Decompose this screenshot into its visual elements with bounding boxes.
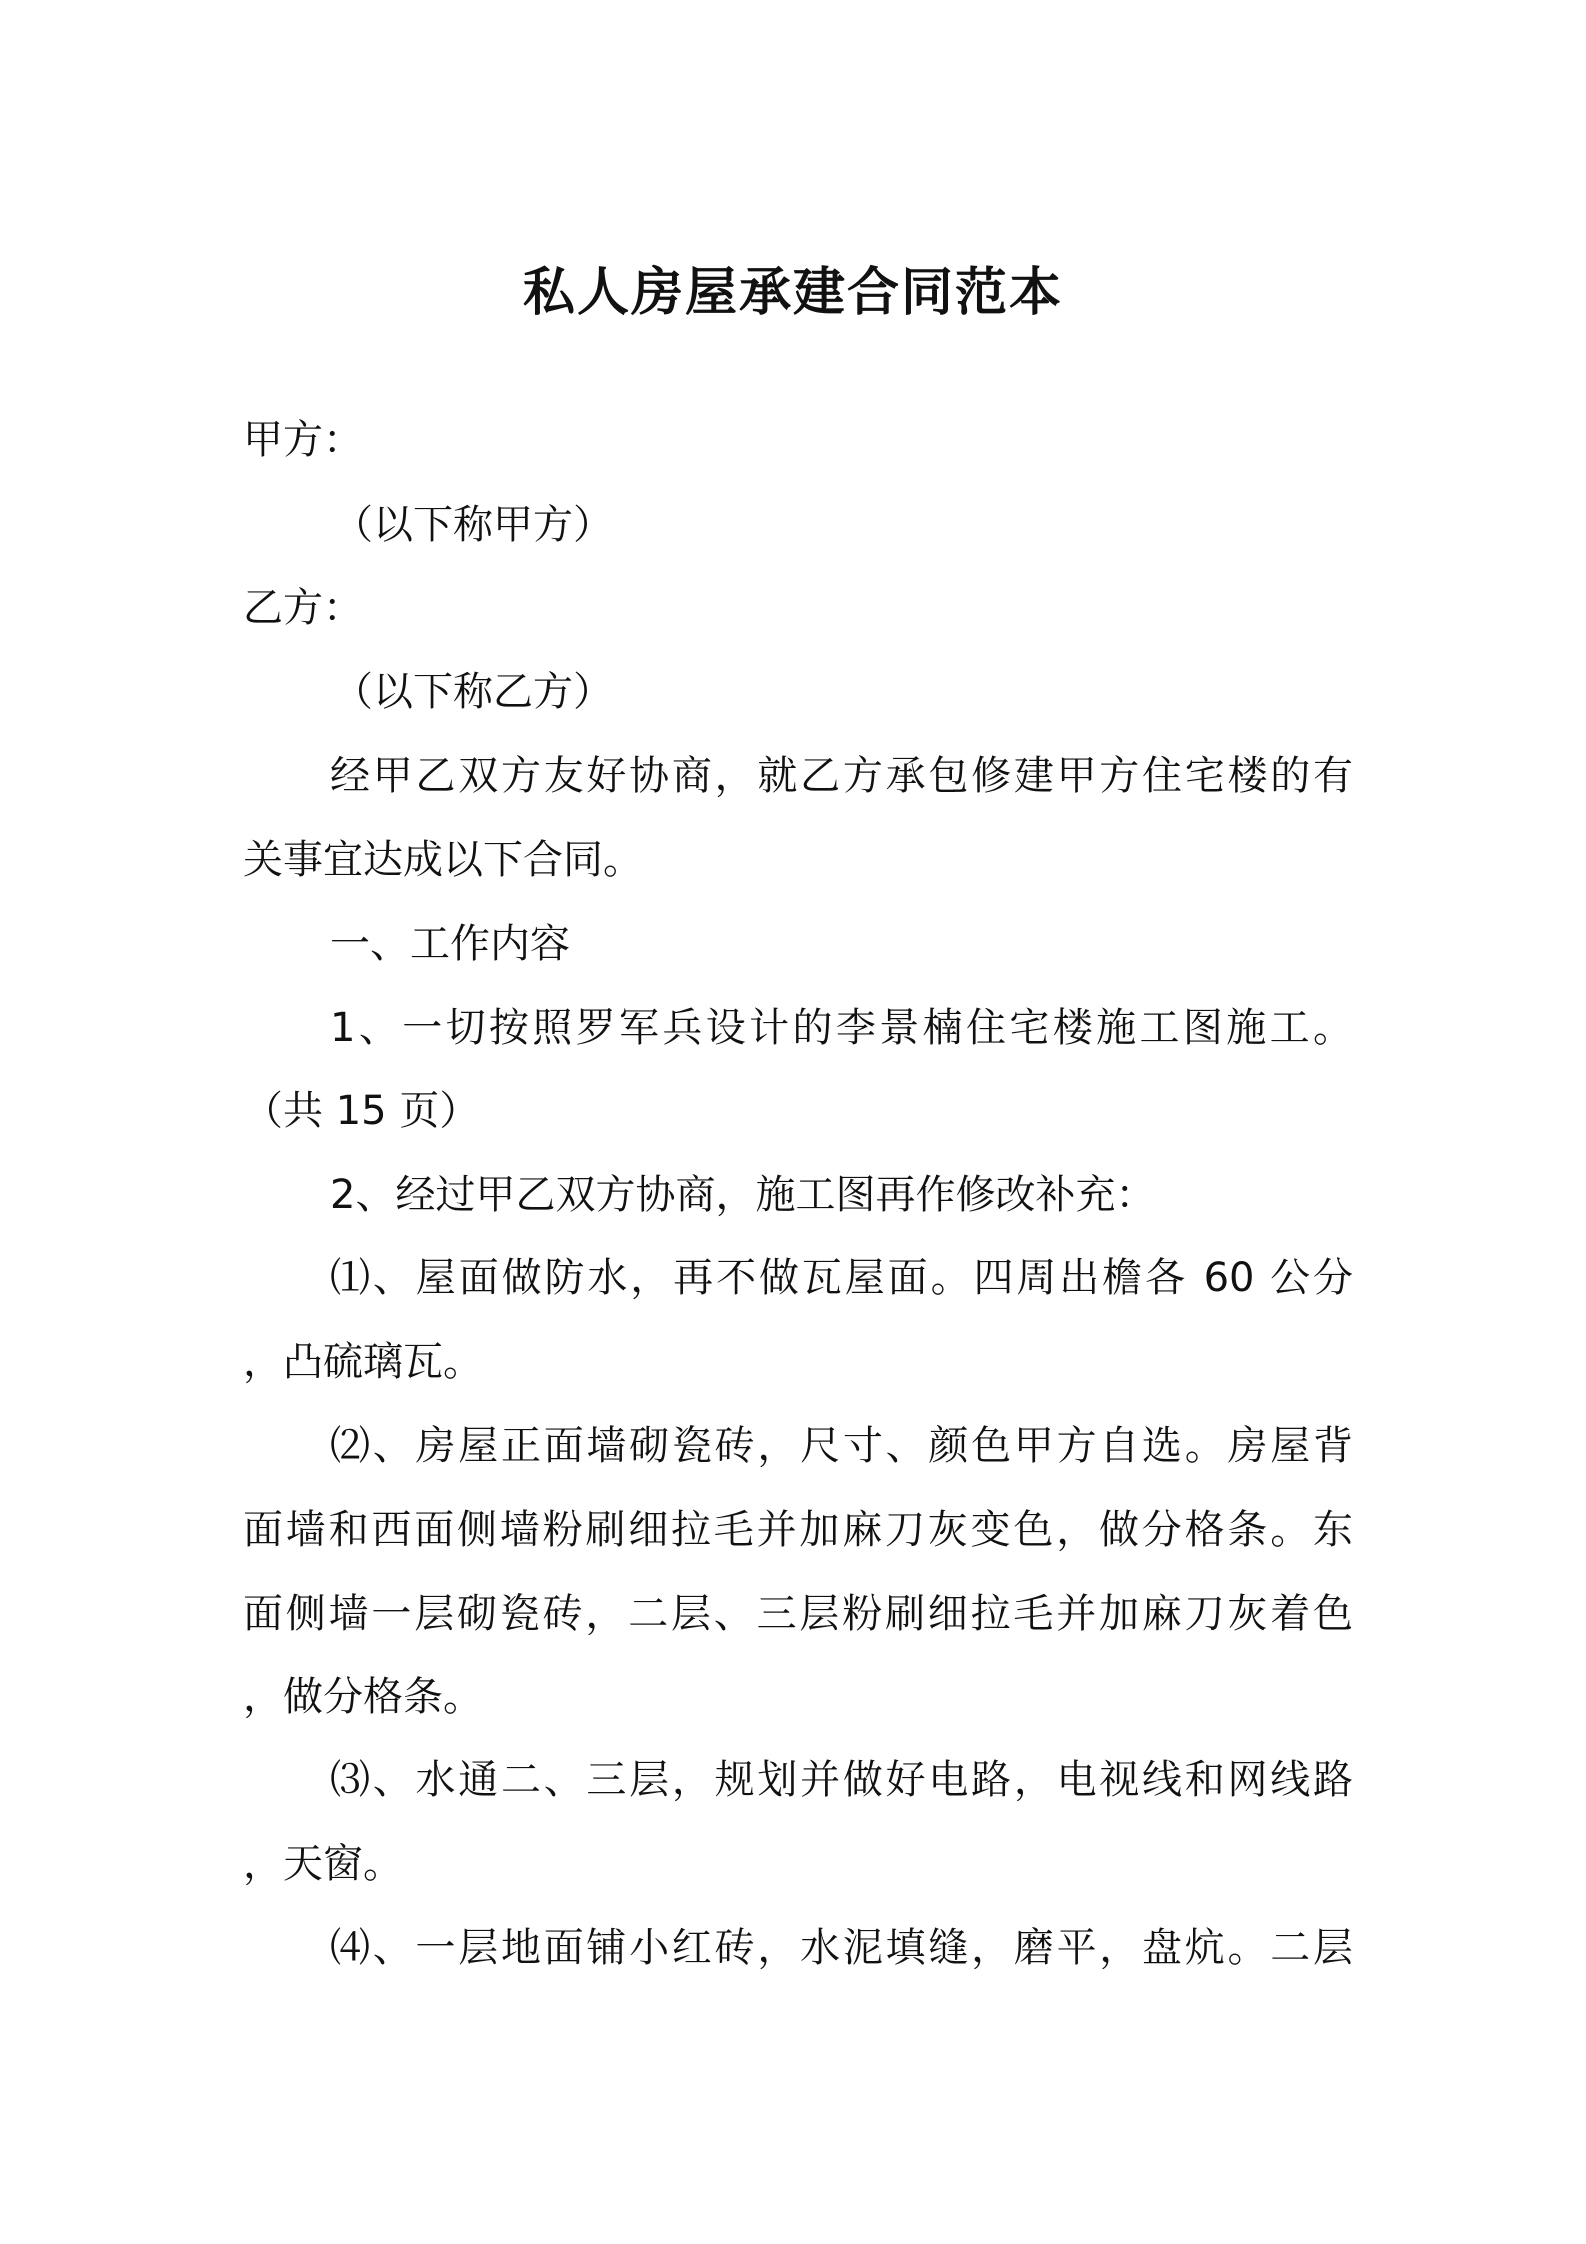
subitem-2-line-1: ⑵、房屋正面墙砌瓷砖，尺寸、颜色甲方自选。房屋背 [330,1423,1353,1469]
subitem-1-line-1: ⑴、屋面做防水，再不做瓦屋面。四周出檐各 60 公分 [330,1255,1353,1301]
item-2-line-1: 2、经过甲乙双方协商，施工图再作修改补充： [330,1172,1156,1218]
subitem-4-line-1: ⑷、一层地面铺小红砖，水泥填缝，磨平，盘炕。二层 [330,1925,1353,1971]
document-title: 私人房屋承建合同范本 [522,263,1063,323]
subitem-2-line-3: 面侧墙一层砌瓷砖，二层、三层粉刷细拉毛并加麻刀灰着色 [243,1591,1353,1637]
section-heading-work-content: 一、工作内容 [330,921,570,967]
party-a-label: 甲方： [243,417,363,463]
subitem-2-line-2: 面墙和西面侧墙粉刷细拉毛并加麻刀灰变色，做分格条。东 [243,1507,1353,1553]
item-1-line-1: 1、一切按照罗军兵设计的李景楠住宅楼施工图施工。 [330,1005,1353,1051]
intro-paragraph-line-1: 经甲乙双方友好协商，就乙方承包修建甲方住宅楼的有 [330,753,1353,799]
item-1-line-2: （共 15 页） [243,1088,480,1134]
subitem-1-line-2: ，凸硫璃瓦。 [243,1339,483,1385]
party-b-note: （以下称乙方） [333,669,613,715]
subitem-3-line-2: ，天窗。 [243,1841,403,1887]
party-a-note: （以下称甲方） [333,502,613,548]
subitem-3-line-1: ⑶、水通二、三层，规划并做好电路，电视线和网线路 [330,1757,1353,1803]
intro-paragraph-line-2: 关事宜达成以下合同。 [243,837,643,883]
subitem-2-line-4: ，做分格条。 [243,1674,483,1720]
party-b-label: 乙方： [243,585,363,631]
